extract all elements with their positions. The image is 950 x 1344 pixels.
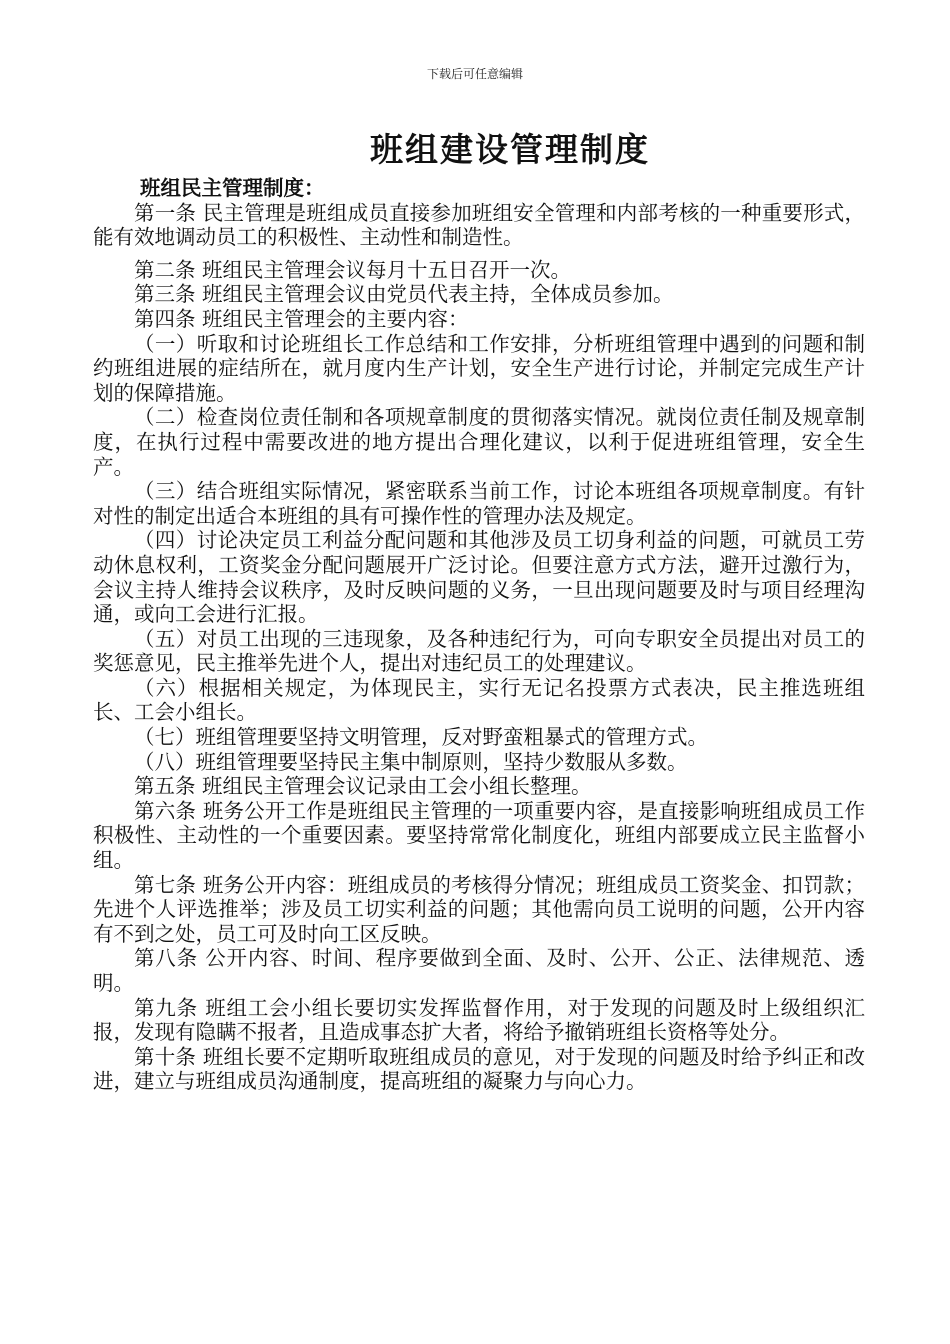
document-body [93,176,865,1094]
article-5: 第五条 班组民主管理会议记录由工会小组长整理。 [134,774,592,799]
article-4-item-2: （二）检查岗位责任制和各项规章制度的贯彻落实情况。就岗位责任制及规章制度，在执行过程中需要改进的地方提出合理化建议，以利于促进班组管理，安全生产。 [93,405,865,479]
article-4-item-4: （四）讨论决定员工利益分配问题和其他涉及员工切身利益的问题，可就员工劳动休息权利，工资奖金分配问题展开广泛讨论。但要注意方式方法，避开过激行为，会议主持人维持会议秩序，及时反映问题的义务，一旦出现问题要及时与项目经理沟通，或向工会进行汇报。 [93,528,865,627]
article-4-item-7: （七）班组管理要坚持文明管理，反对野蛮粗暴式的管理方式。 [134,725,708,750]
article-4-item-5: （五）对员工出现的三违现象，及各种违纪行为，可向专职安全员提出对员工的奖惩意见，民主推举先进个人，提出对违纪员工的处理建议。 [93,626,865,676]
article-4: 第四条 班组民主管理会的主要内容： [134,306,469,331]
article-7: 第七条 班务公开内容：班组成员的考核得分情况；班组成员工资奖金、扣罚款；先进个人评选推举；涉及员工切实利益的问题；其他需向员工说明的问题，公开内容有不到之处，员工可及时向工区反映。 [93,872,865,946]
article-10: 第十条 班组长要不定期听取班组成员的意见，对于发现的问题及时给予纠正和改进，建立与班组成员沟通制度，提高班组的凝聚力与向心力。 [93,1044,865,1094]
article-6: 第六条 班务公开工作是班组民主管理的一项重要内容，是直接影响班组成员工作积极性、主动性的一个重要因素。要坚持常常化制度化，班组内部要成立民主监督小组。 [93,798,865,873]
document-title: 班组建设管理制度 [370,130,650,169]
article-4-item-3: （三）结合班组实际情况，紧密联系当前工作，讨论本班组各项规章制度。有针对性的制定出适合本班组的具有可操作性的管理办法及规定。 [93,479,865,528]
section-heading: 班组民主管理制度： [140,176,325,200]
article-1: 第一条 民主管理是班组成员直接参加班组安全管理和内部考核的一种重要形式，能有效地调动员工的积极性、主动性和制造性。 [93,200,865,250]
article-4-item-1: （一）听取和讨论班组长工作总结和工作安排，分析班组管理中遇到的问题和制约班组进展的症结所在，就月度内生产计划，安全生产进行讨论，并制定完成生产计划的保障措施。 [93,331,865,405]
article-4-item-6: （六）根据相关规定，为体现民主，实行无记名投票方式表决，民主推选班组长、工会小组长。 [93,675,865,725]
article-2: 第二条 班组民主管理会议每月十五日召开一次。 [134,257,572,282]
article-4-item-8: （八）班组管理要坚持民主集中制原则，坚持少数服从多数。 [134,749,688,774]
header-note: 下载后可任意编辑 [426,67,523,81]
article-9: 第九条 班组工会小组长要切实发挥监督作用，对于发现的问题及时上级组织汇报，发现有隐瞒不报者，且造成事态扩大者，将给予撤销班组长资格等处分。 [93,995,865,1045]
article-3: 第三条 班组民主管理会议由党员代表主持，全体成员参加。 [134,282,674,307]
article-8: 第八条 公开内容、时间、程序要做到全面、及时、公开、公正、法律规范、透明。 [93,946,865,995]
